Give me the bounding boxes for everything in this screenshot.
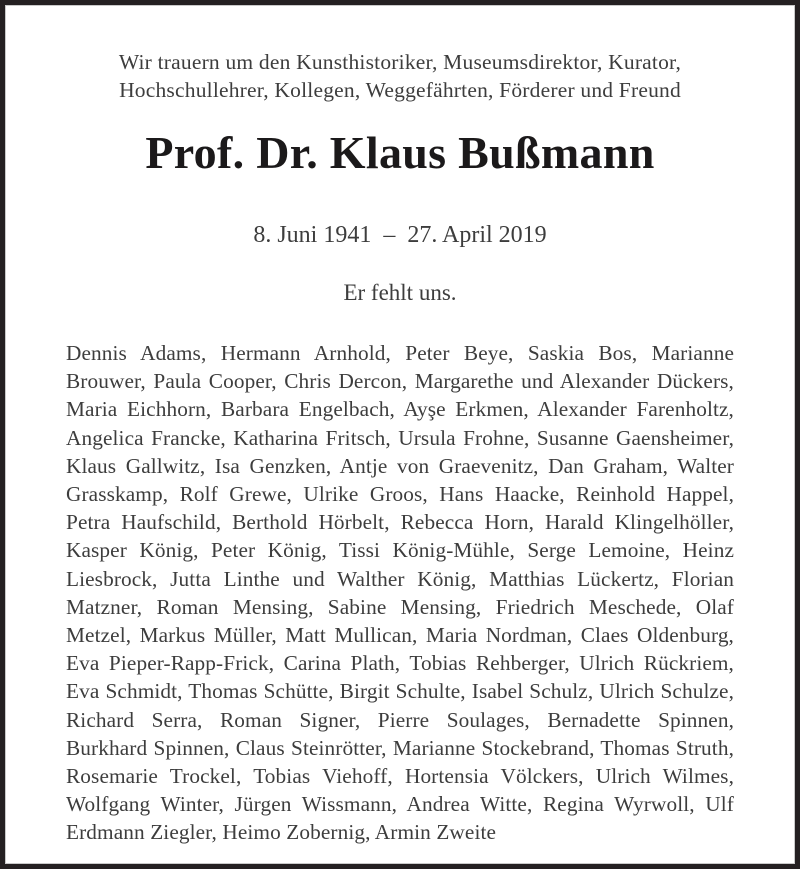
notice-inner-frame — [5, 5, 795, 864]
life-dates: 8. Juni 1941 – 27. April 2019 — [253, 222, 547, 248]
mourners-name-list: Dennis Adams, Hermann Arnhold, Peter Beye, Saskia Bos, Marianne Brouwer, Paula Cooper, Chris Dercon, Margarethe und Alexander Dückers, Maria Eichhorn, Barbara Engelbach, Ayşe Erkmen, Alexander Farenholtz, Angelica Francke, Katharina Fritsch, Ursula Frohne, Susanne Gaensheimer, Klaus Gallwitz, Isa Genzken, Antje von Graevenitz, Dan Graham, Walter Grasskamp, Rolf Grewe, Ulrike Groos, Hans Haacke, Reinhold Happel, Petra Haufschild, Berthold Hörbelt, Rebecca Horn, Harald Klingelhöller, Kasper König, Peter König, Tissi König-Mühle, Serge Lemoine, Heinz Liesbrock, Jutta Linthe und Walther König, Matthias Lückertz, Florian Matzner, Roman Mensing, Sabine Mensing, Friedrich Meschede, Olaf Metzel, Markus Müller, Matt Mullican, Maria Nordman, Claes Oldenburg, Eva Pieper-Rapp-Frick, Carina Plath, Tobias Rehberger, Ulrich Rückriem, Eva Schmidt, Thomas Schütte, Birgit Schulte, Isabel Schulz, Ulrich Schulze, Richard Serra, Roman Signer, Pierre Soulages, Bernadette Spinnen, Burkhard Spinnen, Claus Steinrötter, Marianne Stockebrand, Thomas Struth, Rosemarie Trockel, Tobias Viehoff, Hortensia Völckers, Ulrich Wilmes, Wolfgang Winter, Jürgen Wissmann, Andrea Witte, Regina Wyrwoll, Ulf Erdmann Ziegler, Heimo Zobernig, Armin Zweite — [66, 341, 734, 845]
deceased-name-title: Prof. Dr. Klaus Bußmann — [145, 127, 655, 178]
farewell-line: Er fehlt uns. — [343, 280, 457, 305]
mourning-intro-text: Wir trauern um den Kunsthistoriker, Museumsdirektor, Kurator, Hochschullehrer, Kollegen, Weggefährten, Förderer und Freund — [118, 50, 682, 102]
